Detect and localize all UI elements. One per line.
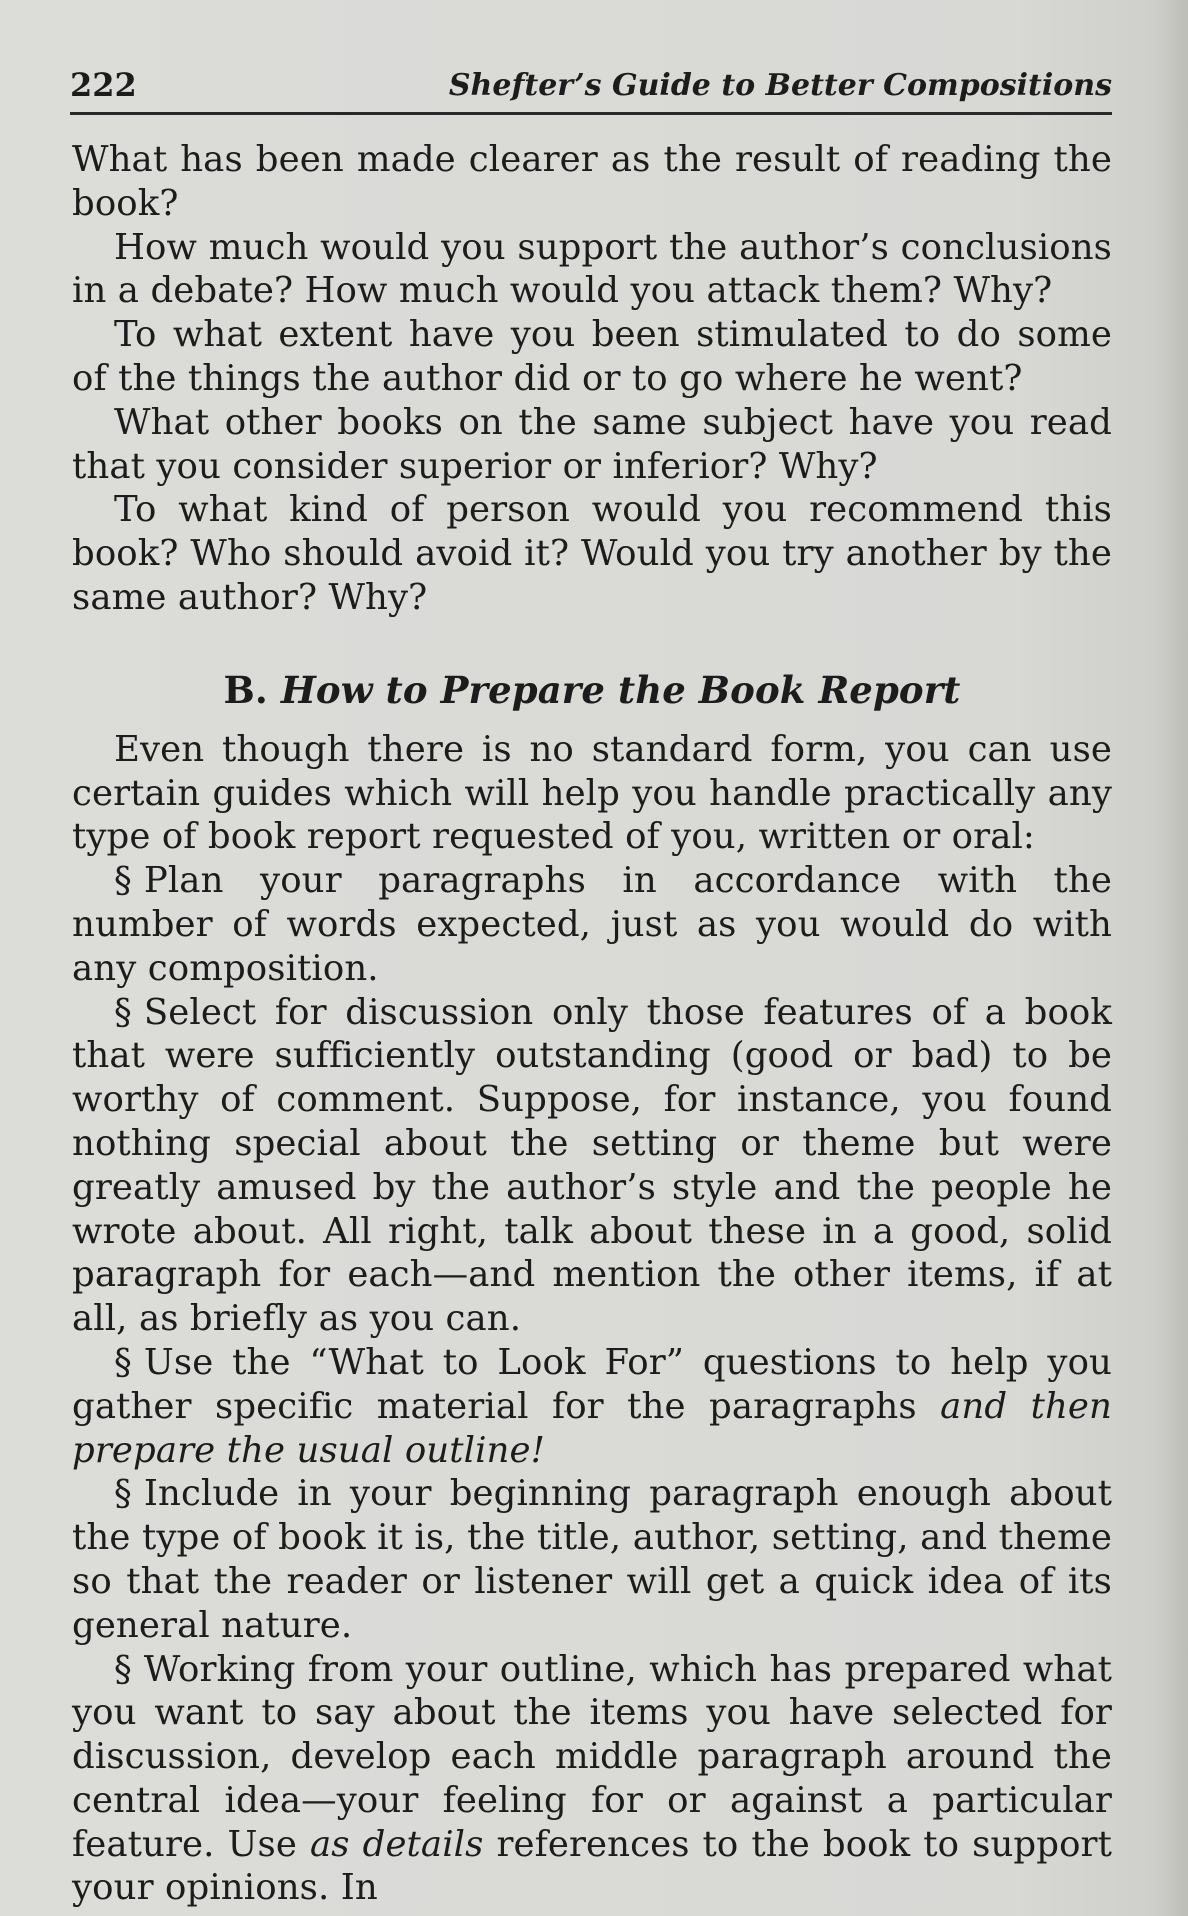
section-mark-icon: § <box>114 991 132 1033</box>
page-body <box>72 138 1112 1910</box>
section-mark-icon: § <box>114 1473 132 1515</box>
guide-text: Use the “What to Look For” questions to help you gather specific material for the paragraphs <box>72 1341 1112 1427</box>
guide-text: Working from your outline, which has prepared what you want to say about the items you have selected for discussion, develop each middle paragraph around the central idea—your feeling for or against a particular feature. Use <box>72 1648 1112 1865</box>
question-paragraph: How much would you support the author’s conclusions in a debate? How much would you attack them? Why? <box>72 226 1112 312</box>
guide-text: Include in your beginning paragraph enough about the type of book it is, the title, author, setting, and theme so that the reader or listener will get a quick idea of its general nature. <box>72 1473 1112 1646</box>
guide-item <box>72 859 1112 990</box>
page-header <box>70 62 1112 115</box>
section-heading <box>72 668 1112 712</box>
guide-item <box>72 1648 1112 1911</box>
question-paragraph: What has been made clearer as the result of reading the book? <box>72 139 1112 224</box>
question-paragraph: To what extent have you been stimulated to do some of the things the author did or to go where he went? <box>72 314 1112 399</box>
question-paragraph: What other books on the same subject have you read that you consider superior or inferior? Why? <box>72 401 1112 487</box>
guide-item <box>72 1341 1112 1472</box>
guide-text: Plan your paragraphs in accordance with the number of words expected, just as you would do with any composition. <box>72 860 1112 989</box>
section-label: B. <box>223 667 268 712</box>
running-head: Shefter’s Guide to Better Compositions <box>448 68 1112 103</box>
question-paragraph: To what kind of person would you recommend this book? Who should avoid it? Would you try another by the same author? Why? <box>72 489 1112 618</box>
section-mark-icon: § <box>114 860 132 902</box>
guide-emphasis: as details <box>310 1823 484 1865</box>
guide-item <box>72 991 1112 1341</box>
section-mark-icon: § <box>114 1341 132 1383</box>
guide-text: Select for discussion only those features of a book that were sufficiently outstanding (good or bad) to be worthy of comment. Suppose, for instance, you found nothing special about the setting or theme but were greatly amused by the author’s style and the people he wrote about. All right, talk about these in a good, solid paragraph for each—and mention the other items, if at all, as briefly as you can. <box>72 991 1112 1340</box>
section-title: How to Prepare the Book Report <box>280 667 961 712</box>
page-number: 222 <box>70 66 137 104</box>
guide-emphasis: and then prepare the usual outline! <box>72 1385 1112 1471</box>
section-mark-icon: § <box>114 1648 132 1690</box>
guide-item <box>72 1472 1112 1647</box>
guide-text-continued: references to the book to support your opinions. In <box>72 1823 1112 1909</box>
section-intro: Even though there is no standard form, you can use certain guides which will help you handle practically any type of book report requested of you, written or oral: <box>72 728 1112 858</box>
